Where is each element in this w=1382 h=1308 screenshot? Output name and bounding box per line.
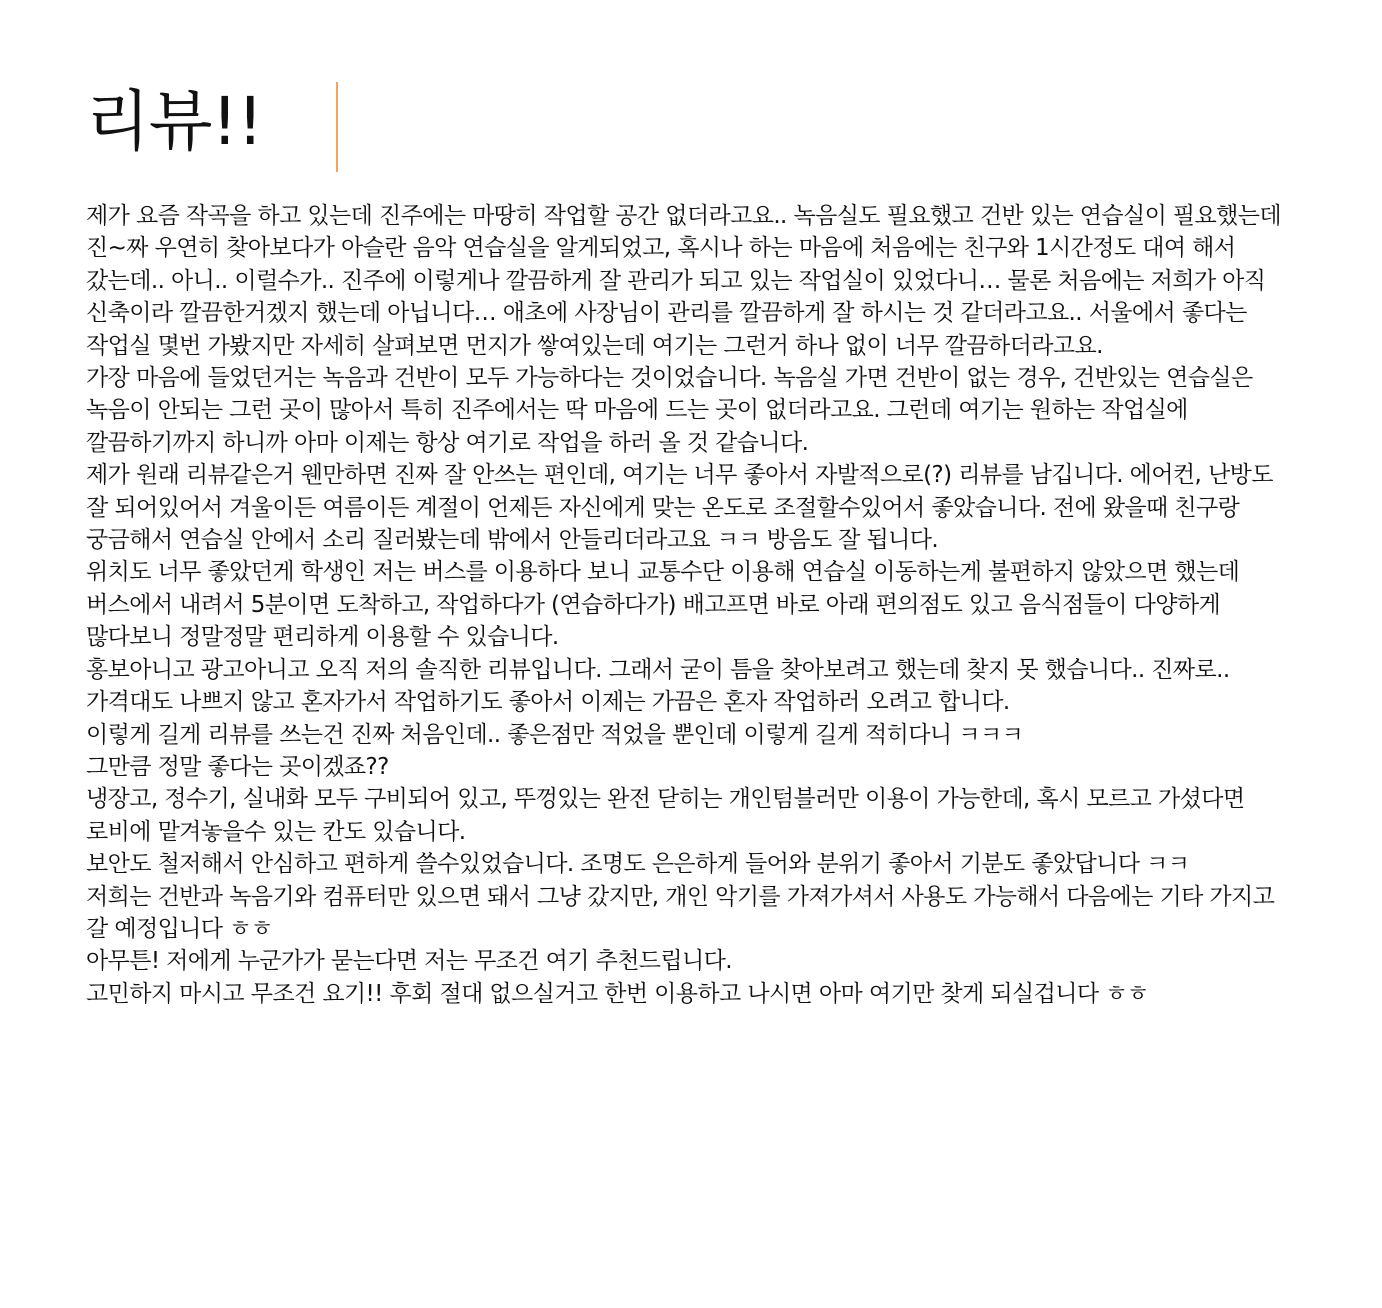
paragraph-1[interactable]: 제가 요즘 작곡을 하고 있는데 진주에는 마땅히 작업할 공간 없더라고요.. 녹음실도 필요했고 건반 있는 연습실이 필요했는데 진~짜 우연히 찾아보다가 아슬란 음악 연습실을 알게되었고, 혹시나 하는 마음에 처음에는 친구와 1시간정도 대여 해서 갔는데.. 아니.. 이럴수가.. 진주에 이렇게나 깔끔하게 잘 관리가 되고 있는 작업실이 있었다니… 물론 처음에는 저희가 아직 신축이라 깔끔한거겠지 했는데 아닙니다… 애초에 사장님이 관리를 깔끔하게 잘 하시는 것 같더라고요.. 서울에서 좋다는 작업실 몇번 가봤지만 자세히 살펴보면 먼지가 쌓여있는데 여기는 그런거 하나 없이 너무 깔끔하더라고요. xyxy=(86,203,1281,359)
document-editor[interactable] xyxy=(86,72,1296,1010)
title-row xyxy=(86,72,1296,176)
paragraph-10[interactable]: 저희는 건반과 녹음기와 컴퓨터만 있으면 돼서 그냥 갔지만, 개인 악기를 가져가셔서 사용도 가능해서 다음에는 기타 가지고 갈 예정입니다 ㅎㅎ xyxy=(86,883,1275,942)
paragraph-12[interactable]: 고민하지 마시고 무조건 요기!! 후회 절대 없으실거고 한번 이용하고 나시면 아마 여기만 찾게 되실겁니다 ㅎㅎ xyxy=(86,980,1149,1007)
document-title[interactable]: 리뷰!! xyxy=(86,83,263,160)
paragraph-11[interactable]: 아무튼! 저에게 누군가가 묻는다면 저는 무조건 여기 추천드립니다. xyxy=(86,948,732,975)
paragraph-7[interactable]: 그만큼 정말 좋다는 곳이겠죠?? xyxy=(86,753,389,780)
paragraph-2[interactable]: 가장 마음에 들었던거는 녹음과 건반이 모두 가능하다는 것이었습니다. 녹음실 가면 건반이 없는 경우, 건반있는 연습실은 녹음이 안되는 그런 곳이 많아서 특히 진주에서는 딱 마음에 드는 곳이 없더라고요. 그런데 여기는 원하는 작업실에 깔끔하기까지 하니까 아마 이제는 항상 여기로 작업을 하러 올 것 같습니다. xyxy=(86,365,1253,456)
paragraph-5[interactable]: 홍보아니고 광고아니고 오직 저의 솔직한 리뷰입니다. 그래서 굳이 틈을 찾아보려고 했는데 찾지 못 했습니다.. 진짜로.. 가격대도 나쁘지 않고 혼자가서 작업하기도 좋아서 이제는 가끔은 혼자 작업하러 오려고 합니다. xyxy=(86,656,1230,716)
text-cursor xyxy=(336,82,338,172)
paragraph-8[interactable]: 냉장고, 정수기, 실내화 모두 구비되어 있고, 뚜껑있는 완전 닫히는 개인텀블러만 이용이 가능한데, 혹시 모르고 가셨다면 로비에 맡겨놓을수 있는 칸도 있습니다. xyxy=(86,786,1245,845)
paragraph-3[interactable]: 제가 원래 리뷰같은거 웬만하면 진짜 잘 안쓰는 편인데, 여기는 너무 좋아서 자발적으로(?) 리뷰를 남깁니다. 에어컨, 난방도 잘 되어있어서 겨울이든 여름이든 계절이 언제든 자신에게 맞는 온도로 조절할수있어서 좋았습니다. 전에 왔을때 친구랑 궁금해서 연습실 안에서 소리 질러봤는데 밖에서 안들리더라고요 ㅋㅋ 방음도 잘 됩니다. xyxy=(86,462,1273,554)
paragraph-9[interactable]: 보안도 철저해서 안심하고 편하게 쓸수있었습니다. 조명도 은은하게 들어와 분위기 좋아서 기분도 좋았답니다 ㅋㅋ xyxy=(86,851,1190,878)
paragraph-4[interactable]: 위치도 너무 좋았던게 학생인 저는 버스를 이용하다 보니 교통수단 이용해 연습실 이동하는게 불편하지 않았으면 했는데 버스에서 내려서 5분이면 도착하고, 작업하다가 (연습하다가) 배고프면 바로 아래 편의점도 있고 음식점들이 다양하게 많다보니 정말정말 편리하게 이용할 수 있습니다. xyxy=(86,559,1240,651)
document-body[interactable] xyxy=(86,200,1296,1010)
paragraph-6[interactable]: 이렇게 길게 리뷰를 쓰는건 진짜 처음인데.. 좋은점만 적었을 뿐인데 이렇게 길게 적히다니 ㅋㅋㅋ xyxy=(86,721,1024,748)
